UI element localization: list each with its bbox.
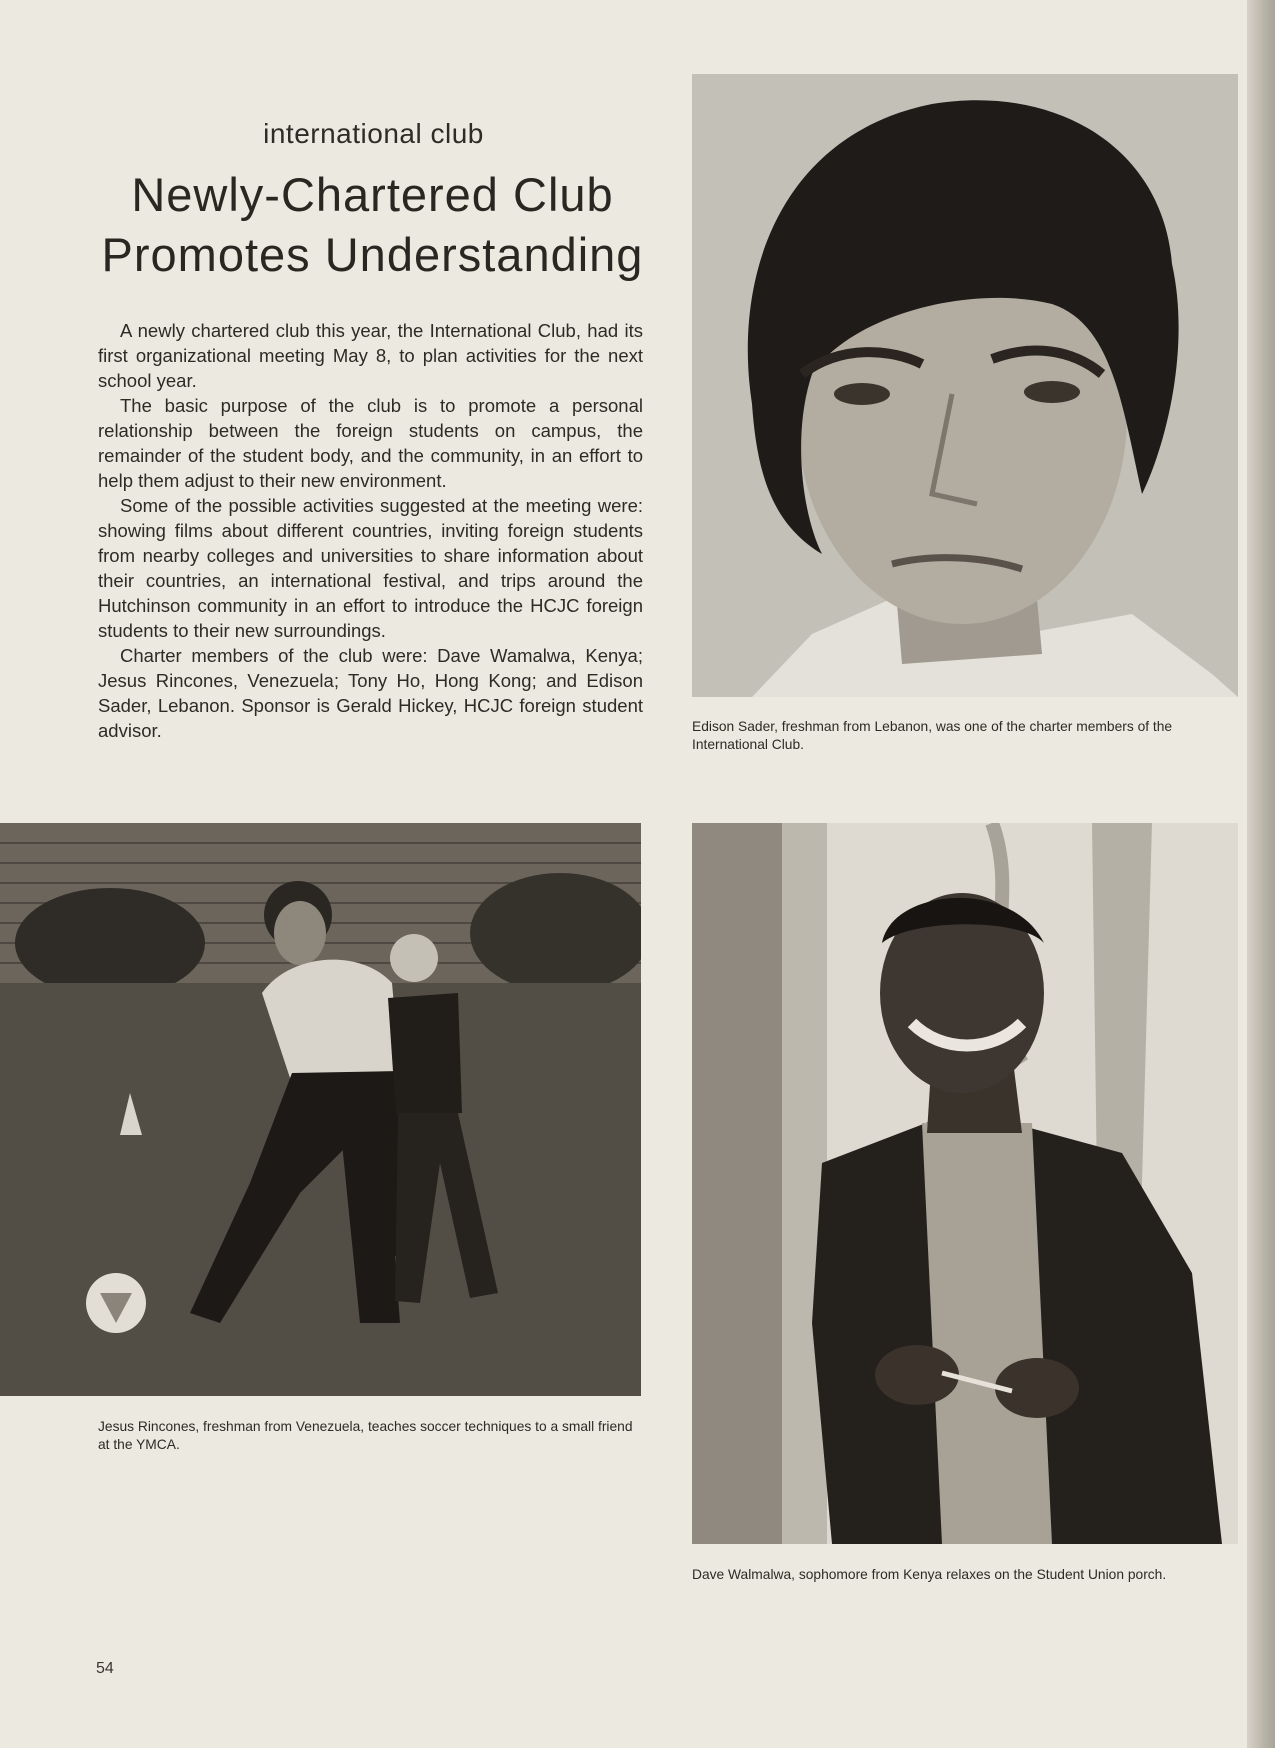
- article-paragraph: A newly chartered club this year, the International Club, had its first organizational meeting May 8, to plan activities for the next school year.: [98, 320, 643, 391]
- soccer-photo: [0, 823, 641, 1396]
- portrait-caption: Edison Sader, freshman from Lebanon, was one of the charter members of the International Club.: [692, 719, 1173, 752]
- portrait-photo-image: [692, 74, 1238, 697]
- page-headline: Newly-Chartered Club Promotes Understanding: [101, 168, 644, 281]
- soccer-caption: Jesus Rincones, freshman from Venezuela, teaches soccer techniques to a small friend at the YMCA.: [98, 1419, 633, 1452]
- portrait-photo: [692, 74, 1238, 697]
- article-paragraph: The basic purpose of the club is to promote a personal relationship between the foreign students on campus, the remainder of the student body, and the community, in an effort to help them adjust to their new environment.: [98, 395, 643, 491]
- porch-photo-image: [692, 823, 1238, 1544]
- page-spine-shadow: [1247, 0, 1275, 1748]
- article-body: [98, 318, 643, 743]
- section-label: international club: [263, 118, 484, 149]
- article-paragraph: Some of the possible activities suggested at the meeting were: showing films about different countries, inviting foreign students from nearby colleges and universities to share information about their countries, an international festival, and trips around the Hutchinson community in an effort to introduce the HCJC foreign students to their new surroundings.: [98, 495, 643, 641]
- porch-photo: [692, 823, 1238, 1544]
- porch-caption: Dave Walmalwa, sophomore from Kenya relaxes on the Student Union porch.: [692, 1567, 1167, 1582]
- soccer-photo-image: [0, 823, 641, 1396]
- page-number: 54: [96, 1660, 114, 1677]
- article-paragraph: Charter members of the club were: Dave Wamalwa, Kenya; Jesus Rincones, Venezuela; Tony Ho, Hong Kong; and Edison Sader, Lebanon. Sponsor is Gerald Hickey, HCJC foreign student advisor.: [98, 645, 643, 741]
